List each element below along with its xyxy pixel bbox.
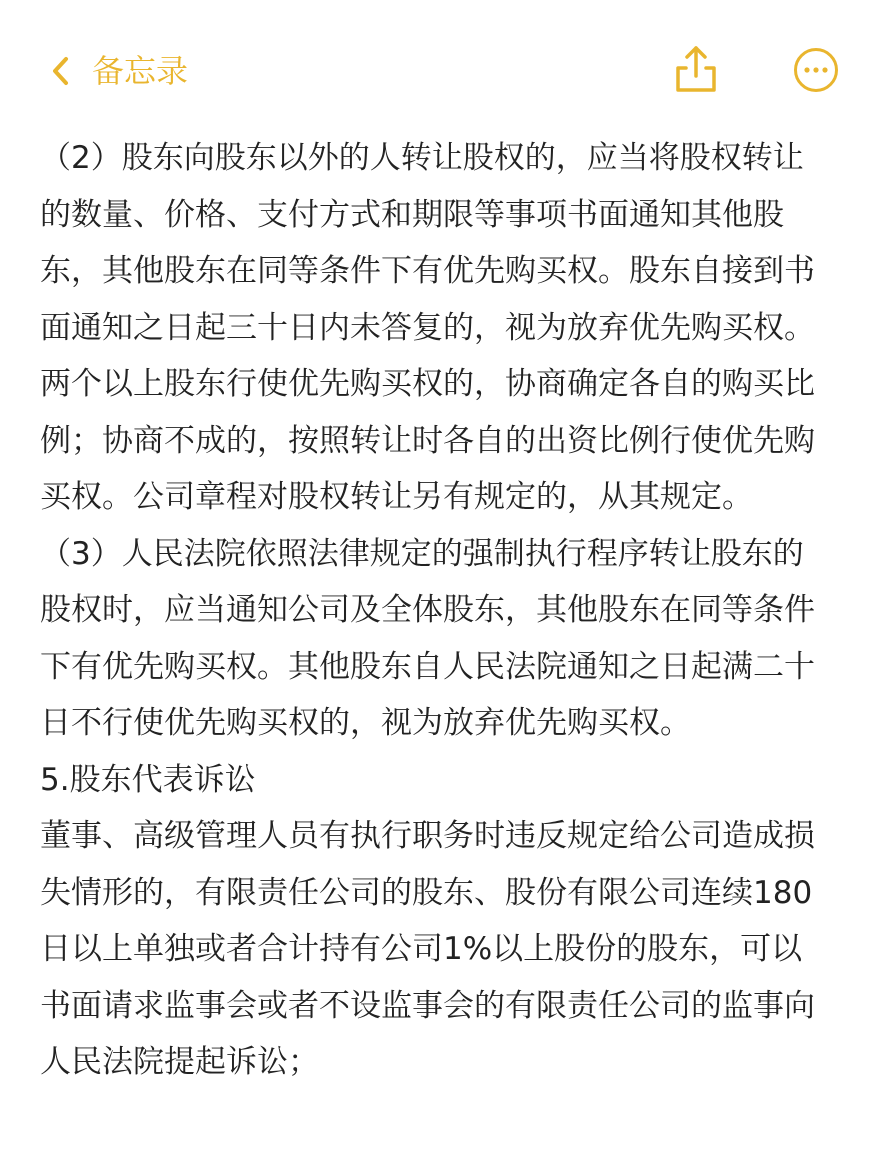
- note-line: （3）人民法院依照法律规定的强制执行程序转让股东的: [40, 535, 804, 572]
- more-button[interactable]: [793, 47, 839, 93]
- note-line: 的数量、价格、支付方式和期限等事项书面通知其他股: [40, 196, 784, 233]
- note-line: 下有优先购买权。其他股东自人民法院通知之日起满二十: [40, 648, 815, 685]
- note-line: 东，其他股东在同等条件下有优先购买权。股东自接到书: [40, 253, 815, 289]
- back-label: 备忘录: [92, 52, 189, 90]
- note-line: 面通知之日起三十日内未答复的，视为放弃优先购买权。: [40, 309, 815, 346]
- section-heading: 5.股东代表诉讼: [40, 761, 256, 798]
- more-icon: [793, 47, 839, 93]
- note-line: 失情形的，有限责任公司的股东、股份有限公司连续180: [40, 874, 813, 911]
- note-line: 董事、高级管理人员有执行职务时违反规定给公司造成损: [40, 818, 815, 854]
- note-line: 股权时，应当通知公司及全体股东，其他股东在同等条件: [40, 592, 815, 628]
- note-body[interactable]: [40, 130, 840, 1091]
- note-line: 例；协商不成的，按照转让时各自的出资比例行使优先购: [40, 422, 815, 459]
- note-line: 买权。公司章程对股权转让另有规定的，从其规定。: [40, 479, 753, 515]
- navigation-bar: [0, 0, 880, 140]
- share-button[interactable]: [674, 44, 718, 94]
- back-button[interactable]: [48, 46, 188, 96]
- note-line: 日不行使优先购买权的，视为放弃优先购买权。: [40, 705, 691, 741]
- note-line: 两个以上股东行使优先购买权的，协商确定各自的购买比: [40, 366, 815, 402]
- note-line: （2）股东向股东以外的人转让股权的，应当将股权转让: [40, 140, 804, 176]
- chevron-left-icon: [48, 54, 74, 88]
- note-line: 日以上单独或者合计持有公司1%以上股份的股东，可以: [40, 931, 803, 967]
- share-icon: [674, 44, 718, 94]
- note-line: 书面请求监事会或者不设监事会的有限责任公司的监事向: [40, 987, 815, 1024]
- note-line: 人民法院提起诉讼；: [40, 1044, 319, 1080]
